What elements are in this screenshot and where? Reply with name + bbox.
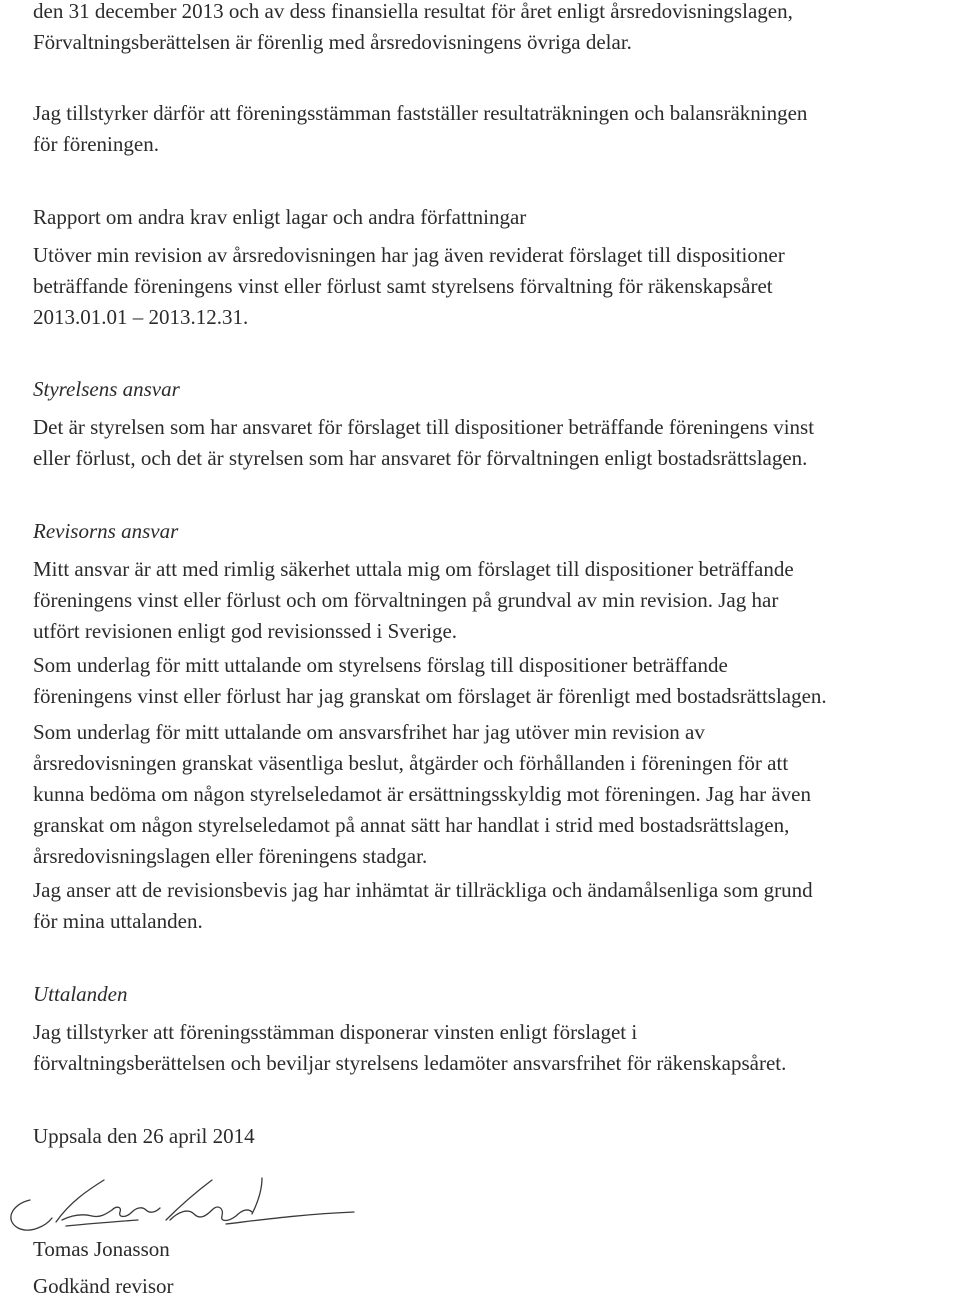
other-requirements-paragraph bbox=[33, 240, 933, 333]
signer-title bbox=[33, 1271, 933, 1302]
text-line: Jag tillstyrker därför att föreningsstämman fastställer resultaträkningen och balansräkningen bbox=[33, 101, 808, 125]
text-line: utfört revisionen enligt god revisionssed i Sverige. bbox=[33, 619, 458, 643]
text-line: granskat om någon styrelseledamot på annat sätt har handlat i strid med bostadsrättslagen, bbox=[33, 813, 790, 837]
text-line: föreningens vinst eller förlust har jag granskat om förslaget är förenligt med bostadsrättslagen. bbox=[33, 684, 827, 708]
other-requirements-heading bbox=[33, 202, 933, 233]
text-line: Jag tillstyrker att föreningsstämman disponerar vinsten enligt förslaget i bbox=[33, 1020, 638, 1044]
signer-name bbox=[33, 1234, 933, 1265]
text-line: Det är styrelsen som har ansvaret för förslaget till dispositioner beträffande föreningens vinst bbox=[33, 415, 815, 439]
text-line: beträffande föreningens vinst eller förlust samt styrelsens förvaltning för räkenskapsåret bbox=[33, 274, 773, 298]
place-date bbox=[33, 1121, 933, 1152]
statements-heading bbox=[33, 979, 933, 1010]
place-date-text: Uppsala den 26 april 2014 bbox=[33, 1124, 255, 1148]
auditor-paragraph-3 bbox=[33, 717, 933, 872]
statements-paragraph bbox=[33, 1017, 933, 1079]
text-line: 2013.01.01 – 2013.12.31. bbox=[33, 305, 249, 329]
auditor-paragraph-1 bbox=[33, 554, 933, 647]
text-line: årsredovisningen granskat väsentliga beslut, åtgärder och förhållanden i föreningen för att bbox=[33, 751, 789, 775]
text-line: eller förlust, och det är styrelsen som har ansvaret för förvaltningen enligt bostadsrättslagen. bbox=[33, 446, 808, 470]
section-heading: Revisorns ansvar bbox=[33, 519, 179, 543]
auditor-paragraph-4 bbox=[33, 875, 933, 937]
text-line: Mitt ansvar är att med rimlig säkerhet uttala mig om förslaget till dispositioner beträffande bbox=[33, 557, 794, 581]
text-line: Förvaltningsberättelsen är förenlig med årsredovisningens övriga delar. bbox=[33, 30, 632, 54]
section-heading: Uttalanden bbox=[33, 982, 128, 1006]
text-line: Som underlag för mitt uttalande om ansvarsfrihet har jag utöver min revision av bbox=[33, 720, 705, 744]
recommendation-paragraph bbox=[33, 98, 933, 160]
text-line: kunna bedöma om någon styrelseledamot är ersättningsskyldig mot föreningen. Jag har även bbox=[33, 782, 811, 806]
text-line: för mina uttalanden. bbox=[33, 909, 203, 933]
auditor-paragraph-2 bbox=[33, 650, 933, 712]
signer-name-text: Tomas Jonasson bbox=[33, 1237, 170, 1261]
text-line: föreningens vinst eller förlust och om förvaltningen på grundval av min revision. Jag har bbox=[33, 588, 779, 612]
section-heading: Styrelsens ansvar bbox=[33, 377, 180, 401]
intro-paragraph bbox=[33, 0, 933, 58]
board-responsibility-paragraph bbox=[33, 412, 933, 474]
text-line: Utöver min revision av årsredovisningen har jag även reviderat förslaget till dispositioner bbox=[33, 243, 785, 267]
auditor-responsibility-heading bbox=[33, 516, 933, 547]
section-heading: Rapport om andra krav enligt lagar och andra författningar bbox=[33, 205, 527, 229]
signer-title-text: Godkänd revisor bbox=[33, 1274, 174, 1298]
board-responsibility-heading bbox=[33, 374, 933, 405]
text-line: för föreningen. bbox=[33, 132, 159, 156]
text-line: den 31 december 2013 och av dess finansiella resultat för året enligt årsredovisningslagen, bbox=[33, 0, 793, 23]
text-line: förvaltningsberättelsen och beviljar styrelsens ledamöter ansvarsfrihet för räkenskapsåret. bbox=[33, 1051, 787, 1075]
text-line: årsredovisningslagen eller föreningens stadgar. bbox=[33, 844, 428, 868]
text-line: Som underlag för mitt uttalande om styrelsens förslag till dispositioner beträffande bbox=[33, 653, 728, 677]
text-line: Jag anser att de revisionsbevis jag har inhämtat är tillräckliga och ändamålsenliga som grund bbox=[33, 878, 813, 902]
